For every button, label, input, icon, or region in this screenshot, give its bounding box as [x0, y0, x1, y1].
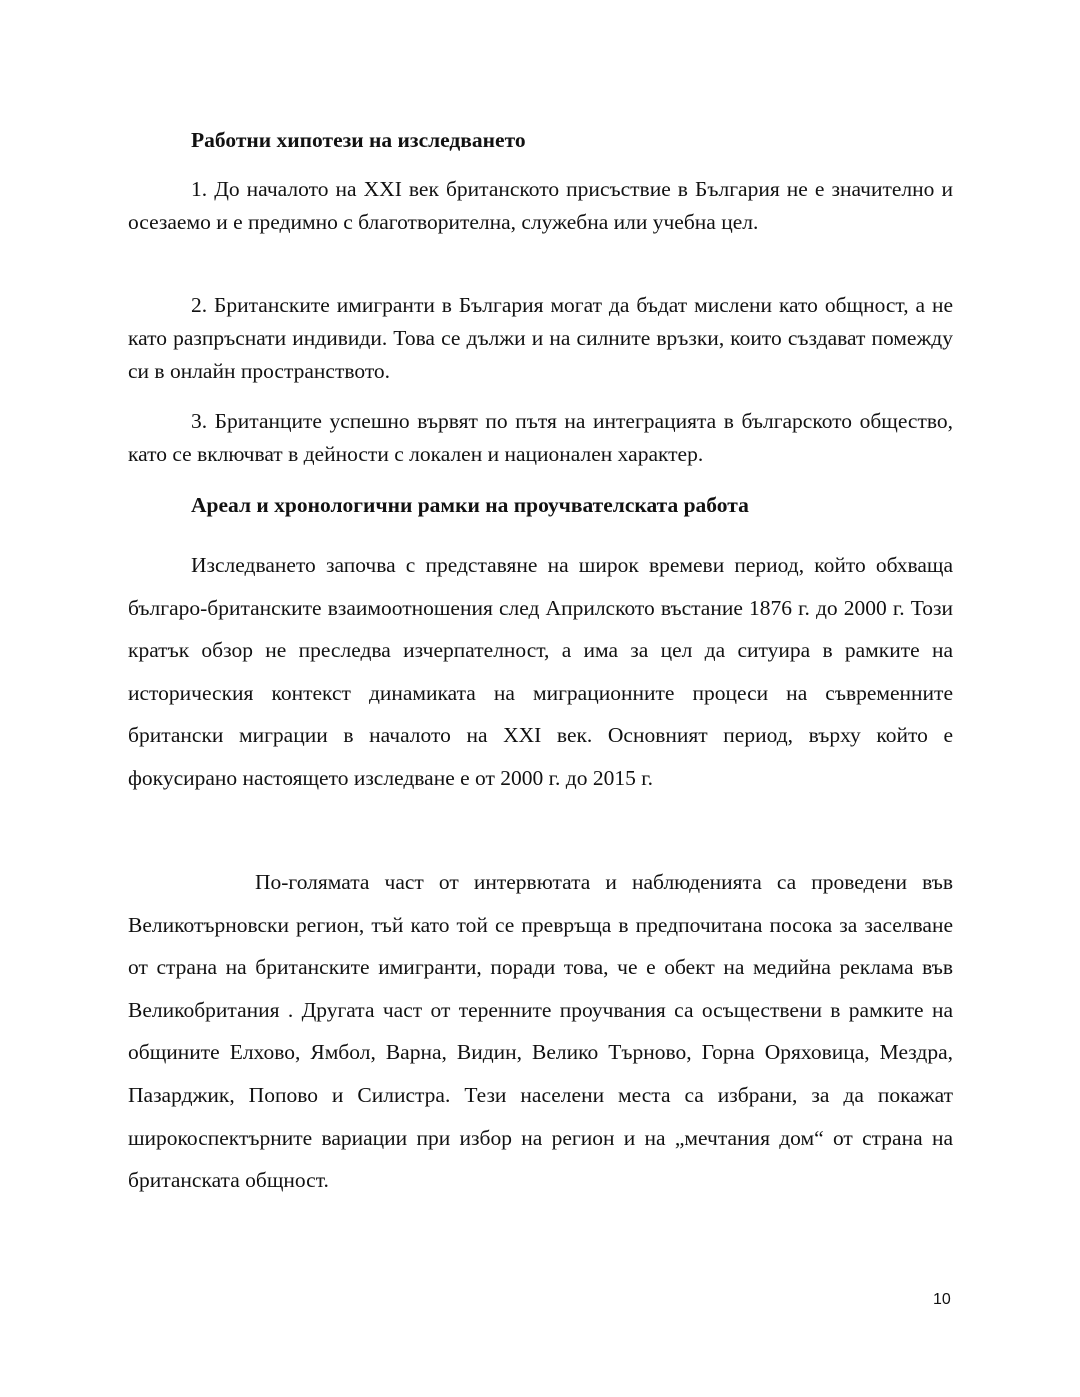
scope-paragraph-2: По-голямата част от интервютата и наблюденията са проведени във Великотърновски регион, тъй като той се превръща в предпочитана посока за заселване от страна на британските имигранти, поради това, че е обект на медийна реклама във Великобритания . Другата част от теренните проучвания са осъществени в рамките на общините Елхово, Ямбол, Варна, Видин, Велико Търново, Горна Оряховица, Мездра, Пазарджик, Попово и Силистра. Тези населени места са избрани, за да покажат широкоспектърните вариации при избор на регион и на „мечтания дом“ от страна на британската общност. [128, 870, 953, 1193]
section-heading-area-chronology: Ареал и хронологични рамки на проучвателската работа [191, 493, 749, 517]
hypothesis-paragraph-1: 1. До началото на XXI век британското присъствие в България не е значително и осезаемо и е предимно с благотворителна, служебна или учебна цел. [128, 177, 953, 234]
hypothesis-paragraph-3: 3. Британците успешно вървят по пътя на интеграцията в българското общество, като се включват в дейности с локален и национален характер. [128, 409, 953, 466]
page-number: 10 [933, 1291, 951, 1308]
scope-paragraph-1: Изследването започва с представяне на широк времеви период, който обхваща българо-британските взаимоотношения след Априлското въстание 1876 г. до 2000 г. Този кратък обзор не преследва изчерпателност, а има за цел да ситуира в рамките на историческия контекст динамиката на миграционните процеси на съвременните британски миграции в началото на XXI век. Основният период, върху който е фокусирано настоящето изследване е от 2000 г. до 2015 г. [128, 553, 953, 790]
section-heading-hypotheses: Работни хипотези на изследването [191, 128, 526, 152]
hypothesis-paragraph-2: 2. Британските имигранти в България могат да бъдат мислени като общност, а не като разпръснати индивиди. Това се дължи и на силните връзки, които създават помежду си в онлайн пространството. [128, 293, 953, 383]
document-page [128, 0, 953, 1397]
